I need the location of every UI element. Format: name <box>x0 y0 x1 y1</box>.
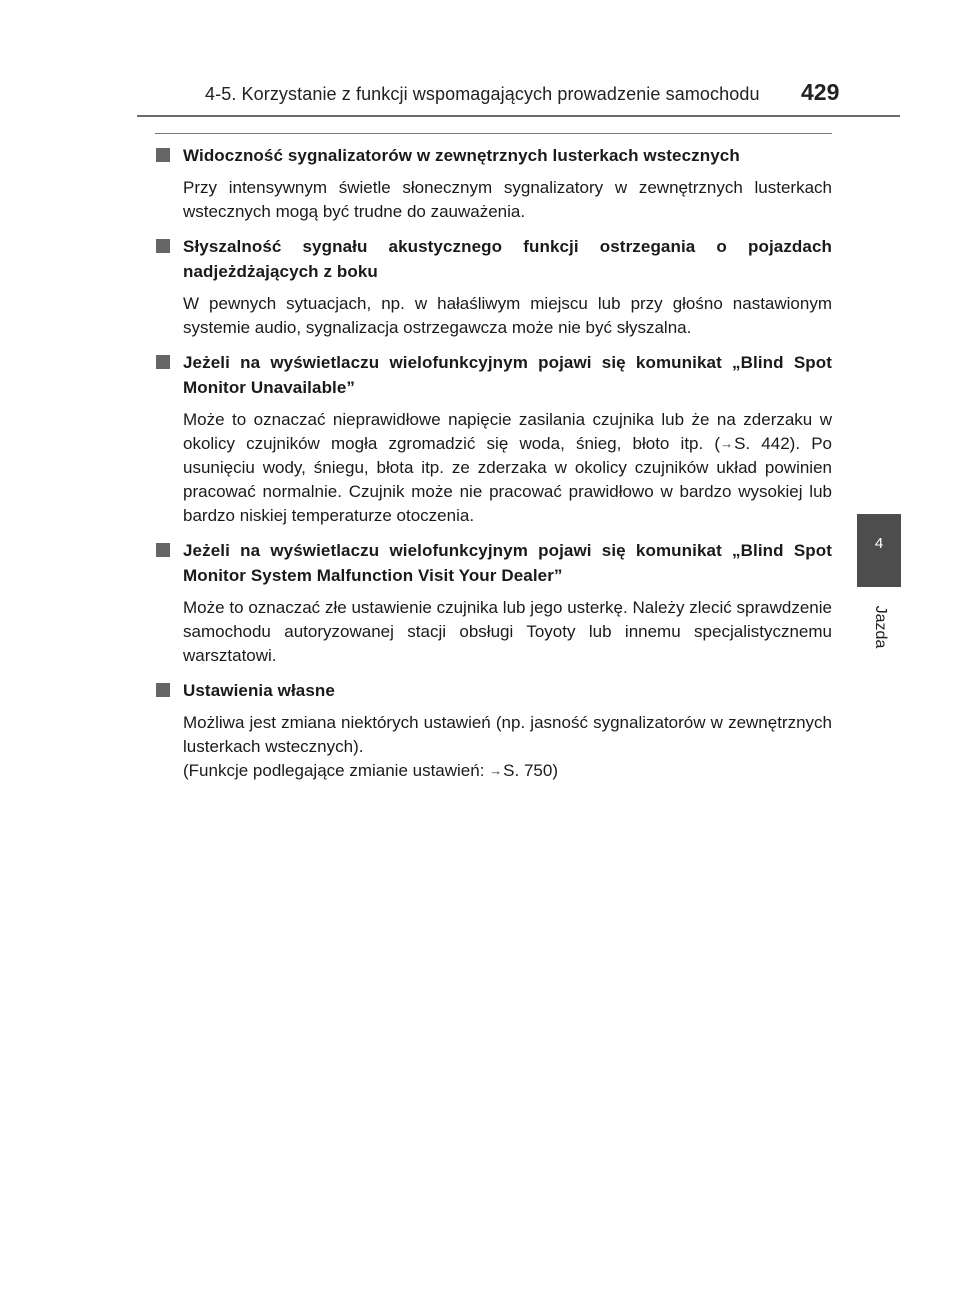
section-body <box>183 596 832 668</box>
content-divider <box>155 133 832 134</box>
section-paragraph: Przy intensywnym świetle słonecznym sygnalizatory w zewnętrznych lusterkach wstecznych mogą być trudne do zauważenia. <box>183 178 832 221</box>
section-paragraph: Może to oznaczać złe ustawienie czujnika lub jego usterkę. Należy zlecić sprawdzenie samochodu autoryzowanej stacji obsługi Toyoty lub innemu specjalistycznemu warsztatowi. <box>183 598 832 665</box>
section-paragraph: Możliwa jest zmiana niektórych ustawień (np. jasność sygnalizatorów w zewnętrznych lusterkach wstecznych). <box>183 713 832 756</box>
page-content <box>156 143 832 793</box>
section-heading-text: Jeżeli na wyświetlaczu wielofunkcyjnym pojawi się komunikat „Blind Spot Monitor Unavailable” <box>183 353 832 397</box>
square-bullet-icon <box>156 543 170 557</box>
paragraph-text: ) <box>552 761 558 780</box>
section-body <box>183 292 832 340</box>
paragraph-text: Może to oznaczać nieprawidłowe napięcie zasilania czujnika lub że na zderzaku w okolicy czujników mogła zgromadzić się woda, śnieg, błoto itp. ( <box>183 410 832 453</box>
section-heading <box>156 350 832 400</box>
square-bullet-icon <box>156 683 170 697</box>
square-bullet-icon <box>156 239 170 253</box>
section-paragraph <box>183 759 832 783</box>
section-alarm-audibility <box>156 234 832 340</box>
page-reference-link[interactable]: S. 750 <box>503 761 553 780</box>
section-paragraph: W pewnych sytuacjach, np. w hałaśliwym miejscu lub przy głośno nastawionym systemie audio, sygnalizacja ostrzegawcza może nie być słyszalna. <box>183 294 832 337</box>
section-heading <box>156 678 832 703</box>
section-custom-settings <box>156 678 832 783</box>
chapter-tab-number: 4 <box>874 535 884 552</box>
chapter-label <box>858 597 902 657</box>
reference-arrow-icon: → <box>489 763 503 778</box>
section-heading-text: Ustawienia własne <box>183 681 335 700</box>
section-heading <box>156 143 832 168</box>
section-body <box>183 408 832 528</box>
section-heading-text: Słyszalność sygnału akustycznego funkcji ostrzegania o pojazdach nadjeżdżających z boku <box>183 237 832 281</box>
section-heading-text: Widoczność sygnalizatorów w zewnętrznych lusterkach wstecznych <box>183 146 740 165</box>
square-bullet-icon <box>156 148 170 162</box>
section-body <box>183 711 832 783</box>
paragraph-text: (Funkcje podlegające zmianie ustawień: <box>183 761 490 780</box>
header-divider <box>137 115 900 117</box>
section-heading <box>156 234 832 284</box>
square-bullet-icon <box>156 355 170 369</box>
chapter-label-text: Jazda <box>872 605 889 649</box>
paragraph-text: ). Po usunięciu wody, śniegu, błota itp. ze zderzaka w okolicy czujników układ powinien pracować normalnie. Czujnik może nie pracować prawidłowo w bardzo wysokiej lub bardzo niskiej temperaturze otoczenia. <box>183 434 833 525</box>
section-heading <box>156 538 832 588</box>
header-title: 4-5. Korzystanie z funkcji wspomagających prowadzenie samochodu <box>205 84 760 104</box>
section-body <box>183 176 832 224</box>
section-system-malfunction <box>156 538 832 668</box>
section-monitor-unavailable <box>156 350 832 528</box>
reference-arrow-icon: → <box>720 436 734 451</box>
section-mirror-visibility <box>156 143 832 224</box>
page-reference-link[interactable]: S. 442 <box>734 434 790 453</box>
page-number: 429 <box>801 79 840 105</box>
chapter-tab <box>857 514 901 587</box>
section-paragraph <box>183 408 832 528</box>
section-heading-text: Jeżeli na wyświetlaczu wielofunkcyjnym pojawi się komunikat „Blind Spot Monitor System Malfunction Visit Your Dealer” <box>183 541 832 585</box>
